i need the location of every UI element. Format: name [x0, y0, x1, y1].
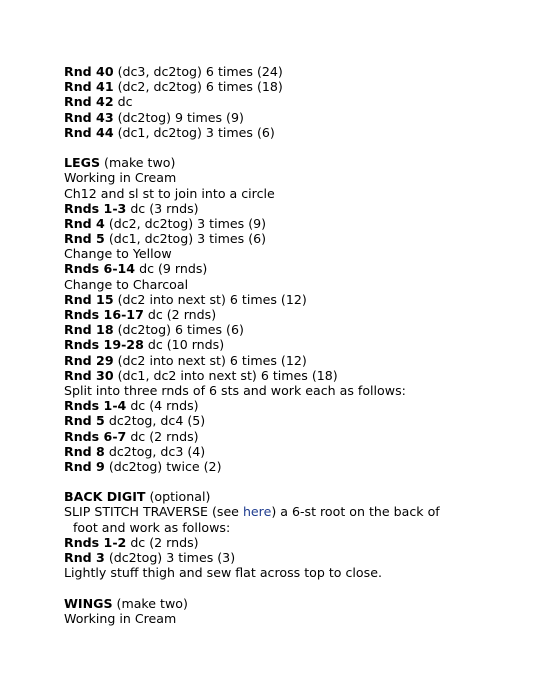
legs-section [64, 155, 524, 474]
pattern-line: Lightly stuff thigh and sew flat across top to close. [64, 565, 382, 581]
wings-section [64, 596, 524, 626]
pattern-line: Rnds 16-17 dc (2 rnds) [64, 307, 217, 322]
pattern-line: Rnd 42 dc [64, 94, 133, 110]
section-spacer [64, 140, 524, 155]
pattern-line: Rnd 5 (dc1, dc2tog) 3 times (6) [64, 231, 267, 247]
pattern-line: Rnd 8 dc2tog, dc3 (4) [64, 443, 206, 459]
pattern-line: Ch12 and sl st to join into a circle [64, 185, 275, 201]
pattern-line: Working in Cream [64, 610, 177, 626]
pattern-line: Rnds 1-4 dc (4 rnds) [64, 398, 199, 414]
pattern-line: Rnd 15 (dc2 into next st) 6 times (12) [64, 291, 307, 307]
pattern-line: Rnd 3 (dc2tog) 3 times (3) [64, 550, 236, 565]
pattern-line: Rnd 9 (dc2tog) twice (2) [64, 458, 222, 474]
section-heading-back-digit: BACK DIGIT (optional) [64, 489, 211, 505]
pattern-line: Rnds 6-14 dc (9 rnds) [64, 261, 208, 277]
pattern-line: Change to Yellow [64, 246, 172, 262]
pattern-line: Rnds 1-2 dc (2 rnds) [64, 534, 199, 550]
pattern-line: Rnd 40 (dc3, dc2tog) 6 times (24) [64, 64, 283, 79]
pattern-line: Rnd 5 dc2tog, dc4 (5) [64, 413, 206, 429]
section-heading-wings: WINGS (make two) [64, 595, 188, 611]
section-heading-legs: LEGS (make two) [64, 155, 176, 171]
pattern-line: Change to Charcoal [64, 276, 189, 292]
pattern-line: Rnd 41 (dc2, dc2tog) 6 times (18) [64, 79, 283, 95]
pattern-page [64, 64, 524, 626]
pattern-line: Rnd 44 (dc1, dc2tog) 3 times (6) [64, 124, 275, 140]
pattern-line: Rnds 19-28 dc (10 rnds) [64, 337, 225, 353]
pattern-line: Working in Cream [64, 170, 177, 186]
section-spacer [64, 580, 524, 595]
pattern-line: Rnd 43 (dc2tog) 9 times (9) [64, 109, 244, 125]
pattern-line: Rnd 18 (dc2tog) 6 times (6) [64, 322, 244, 338]
section-spacer [64, 474, 524, 489]
pattern-line: Split into three rnds of 6 sts and work each as follows: [64, 382, 406, 398]
back-digit-section [64, 489, 524, 580]
pattern-line: Rnd 30 (dc1, dc2 into next st) 6 times (18) [64, 367, 338, 383]
pattern-line: Rnd 29 (dc2 into next st) 6 times (12) [64, 352, 307, 368]
pattern-line: Rnd 4 (dc2, dc2tog) 3 times (9) [64, 215, 267, 231]
here-link[interactable]: here [242, 504, 272, 520]
pattern-line: Rnds 1-3 dc (3 rnds) [64, 200, 199, 216]
traverse-instruction: SLIP STITCH TRAVERSE (see here) a 6-st root on the back of [64, 504, 440, 520]
traverse-continuation: foot and work as follows: [73, 519, 231, 535]
head-rounds-section [64, 64, 524, 140]
pattern-line: Rnds 6-7 dc (2 rnds) [64, 428, 199, 444]
